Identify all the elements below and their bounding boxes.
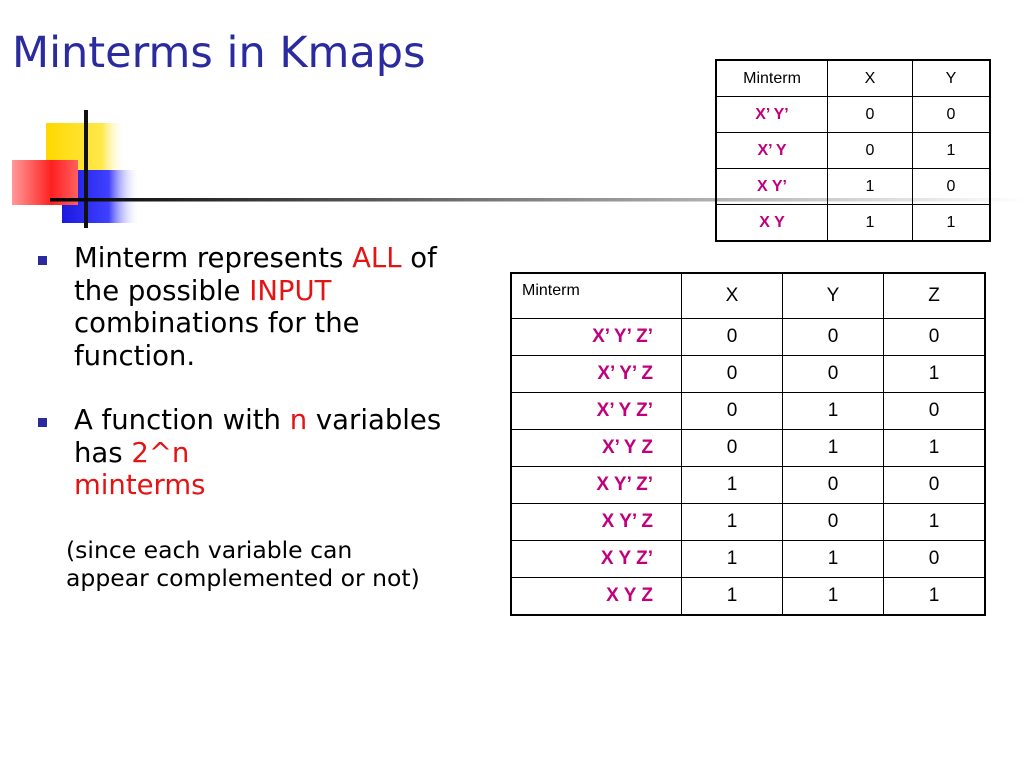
header-cell: Minterm [511,273,682,319]
value-cell: 0 [783,319,884,356]
bullet-item: A function with n variables has 2^n minterms [36,404,476,502]
minterm-table-2var [715,59,991,242]
value-cell: 0 [682,393,783,430]
value-cell: 0 [884,467,986,504]
value-cell: 0 [884,319,986,356]
table-row [511,504,985,541]
minterm-cell: X’ Y’ [716,97,828,133]
table-header-row [716,60,990,97]
minterm-cell: X’ Y Z’ [511,393,682,430]
value-cell: 0 [783,356,884,393]
minterm-cell: X’ Y Z [511,430,682,467]
value-cell: 0 [682,356,783,393]
minterm-cell: X Y Z’ [511,541,682,578]
minterm-cell: X’ Y [716,133,828,169]
value-cell: 1 [884,356,986,393]
value-cell: 0 [884,393,986,430]
value-cell: 1 [783,541,884,578]
minterm-table-3var [510,272,986,616]
header-cell: Minterm [716,60,828,97]
header-cell: Y [783,273,884,319]
value-cell: 0 [682,430,783,467]
table-row [511,541,985,578]
value-cell: 1 [828,169,913,205]
value-cell: 0 [913,169,991,205]
header-cell: X [828,60,913,97]
bullet-square-icon [38,418,47,427]
note-text: (since each variable can appear complemented or not) [66,536,420,592]
value-cell: 0 [884,541,986,578]
table-row [511,467,985,504]
table-row [511,578,985,616]
value-cell: 1 [884,430,986,467]
value-cell: 1 [783,430,884,467]
table-row [511,393,985,430]
bullet-list [36,242,476,534]
table-row [511,319,985,356]
value-cell: 0 [913,97,991,133]
table-row [511,430,985,467]
value-cell: 1 [828,205,913,242]
value-cell: 0 [783,467,884,504]
value-cell: 1 [682,578,783,616]
table-row [716,205,990,242]
bullet-square-icon [38,256,47,265]
table-header-row [511,273,985,319]
bullet-item: Minterm represents ALL of the possible INPUT combinations for the function. [36,242,476,372]
header-cell: Z [884,273,986,319]
value-cell: 0 [783,504,884,541]
table-row [716,169,990,205]
table-row [716,97,990,133]
header-cell: Y [913,60,991,97]
minterm-cell: X Y’ Z [511,504,682,541]
value-cell: 0 [682,319,783,356]
minterm-cell: X’ Y’ Z [511,356,682,393]
value-cell: 0 [828,133,913,169]
value-cell: 1 [783,393,884,430]
value-cell: 1 [913,133,991,169]
value-cell: 0 [828,97,913,133]
value-cell: 1 [682,467,783,504]
table-row [511,356,985,393]
vertical-line [84,110,88,228]
minterm-cell: X Y [716,205,828,242]
table-row [716,133,990,169]
minterm-cell: X’ Y’ Z’ [511,319,682,356]
header-cell: X [682,273,783,319]
minterm-cell: X Y’ Z’ [511,467,682,504]
minterm-cell: X Y’ [716,169,828,205]
value-cell: 1 [783,578,884,616]
value-cell: 1 [884,504,986,541]
value-cell: 1 [682,504,783,541]
value-cell: 1 [682,541,783,578]
value-cell: 1 [913,205,991,242]
slide-title: Minterms in Kmaps [12,28,426,78]
minterm-cell: X Y Z [511,578,682,616]
value-cell: 1 [884,578,986,616]
